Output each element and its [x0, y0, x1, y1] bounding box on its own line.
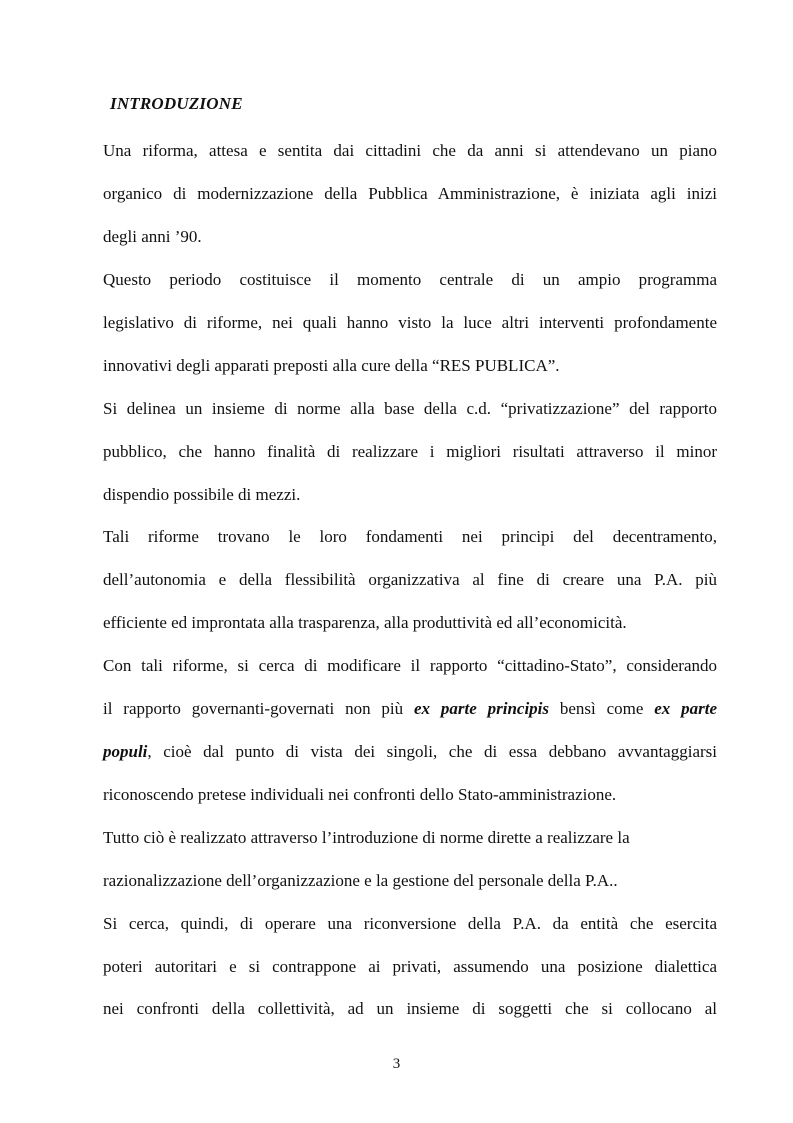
text-line-19: Si cerca, quindi, di operare una riconversione della P.A. da entità che esercita: [103, 914, 717, 933]
emphasis-text: ex parte: [654, 699, 717, 718]
text-line-5: legislativo di riforme, nei quali hanno visto la luce altri interventi profondamente: [103, 313, 717, 332]
text-line-3: degli anni ’90.: [103, 227, 202, 246]
text-span: bensì come: [549, 699, 655, 718]
text-line-20: poteri autoritari e si contrappone ai privati, assumendo una posizione dialettica: [103, 957, 717, 976]
text-span: , cioè dal punto di vista dei singoli, che di essa debbano avvantaggiarsi: [147, 742, 717, 761]
text-line-14: [103, 698, 717, 720]
text-line-11: dell’autonomia e della flessibilità organizzativa al fine di creare una P.A. più: [103, 570, 717, 589]
text-line-18: razionalizzazione dell’organizzazione e la gestione del personale della P.A..: [103, 871, 618, 890]
text-line-13: Con tali riforme, si cerca di modificare il rapporto “cittadino-Stato”, considerando: [103, 656, 717, 675]
text-line-21: nei confronti della collettività, ad un insieme di soggetti che si collocano al: [103, 999, 717, 1018]
emphasis-text: ex parte principis: [414, 699, 550, 718]
text-line-4: Questo periodo costituisce il momento centrale di un ampio programma: [103, 270, 717, 289]
text-line-8: pubblico, che hanno finalità di realizzare i migliori risultati attraverso il minor: [103, 442, 717, 461]
page-number: 3: [392, 1056, 401, 1072]
text-span: il rapporto governanti-governati non più: [103, 699, 414, 718]
text-line-1: Una riforma, attesa e sentita dai cittadini che da anni si attendevano un piano: [103, 141, 717, 160]
text-line-6: innovativi degli apparati preposti alla cure della “RES PUBLICA”.: [103, 356, 560, 375]
text-line-16: riconoscendo pretese individuali nei confronti dello Stato-amministrazione.: [103, 785, 617, 804]
text-line-7: Si delinea un insieme di norme alla base della c.d. “privatizzazione” del rapporto: [103, 399, 717, 418]
text-line-17: Tutto ciò è realizzato attraverso l’introduzione di norme dirette a realizzare la: [103, 828, 630, 847]
text-line-10: Tali riforme trovano le loro fondamenti nei principi del decentramento,: [103, 527, 717, 546]
text-line-2: organico di modernizzazione della Pubblica Amministrazione, è iniziata agli inizi: [103, 184, 717, 203]
text-line-15: [103, 741, 717, 763]
section-heading: INTRODUZIONE: [110, 94, 243, 113]
text-line-9: dispendio possibile di mezzi.: [103, 485, 301, 504]
text-line-12: efficiente ed improntata alla trasparenza, alla produttività ed all’economicità.: [103, 613, 627, 632]
emphasis-text: populi: [103, 742, 148, 761]
